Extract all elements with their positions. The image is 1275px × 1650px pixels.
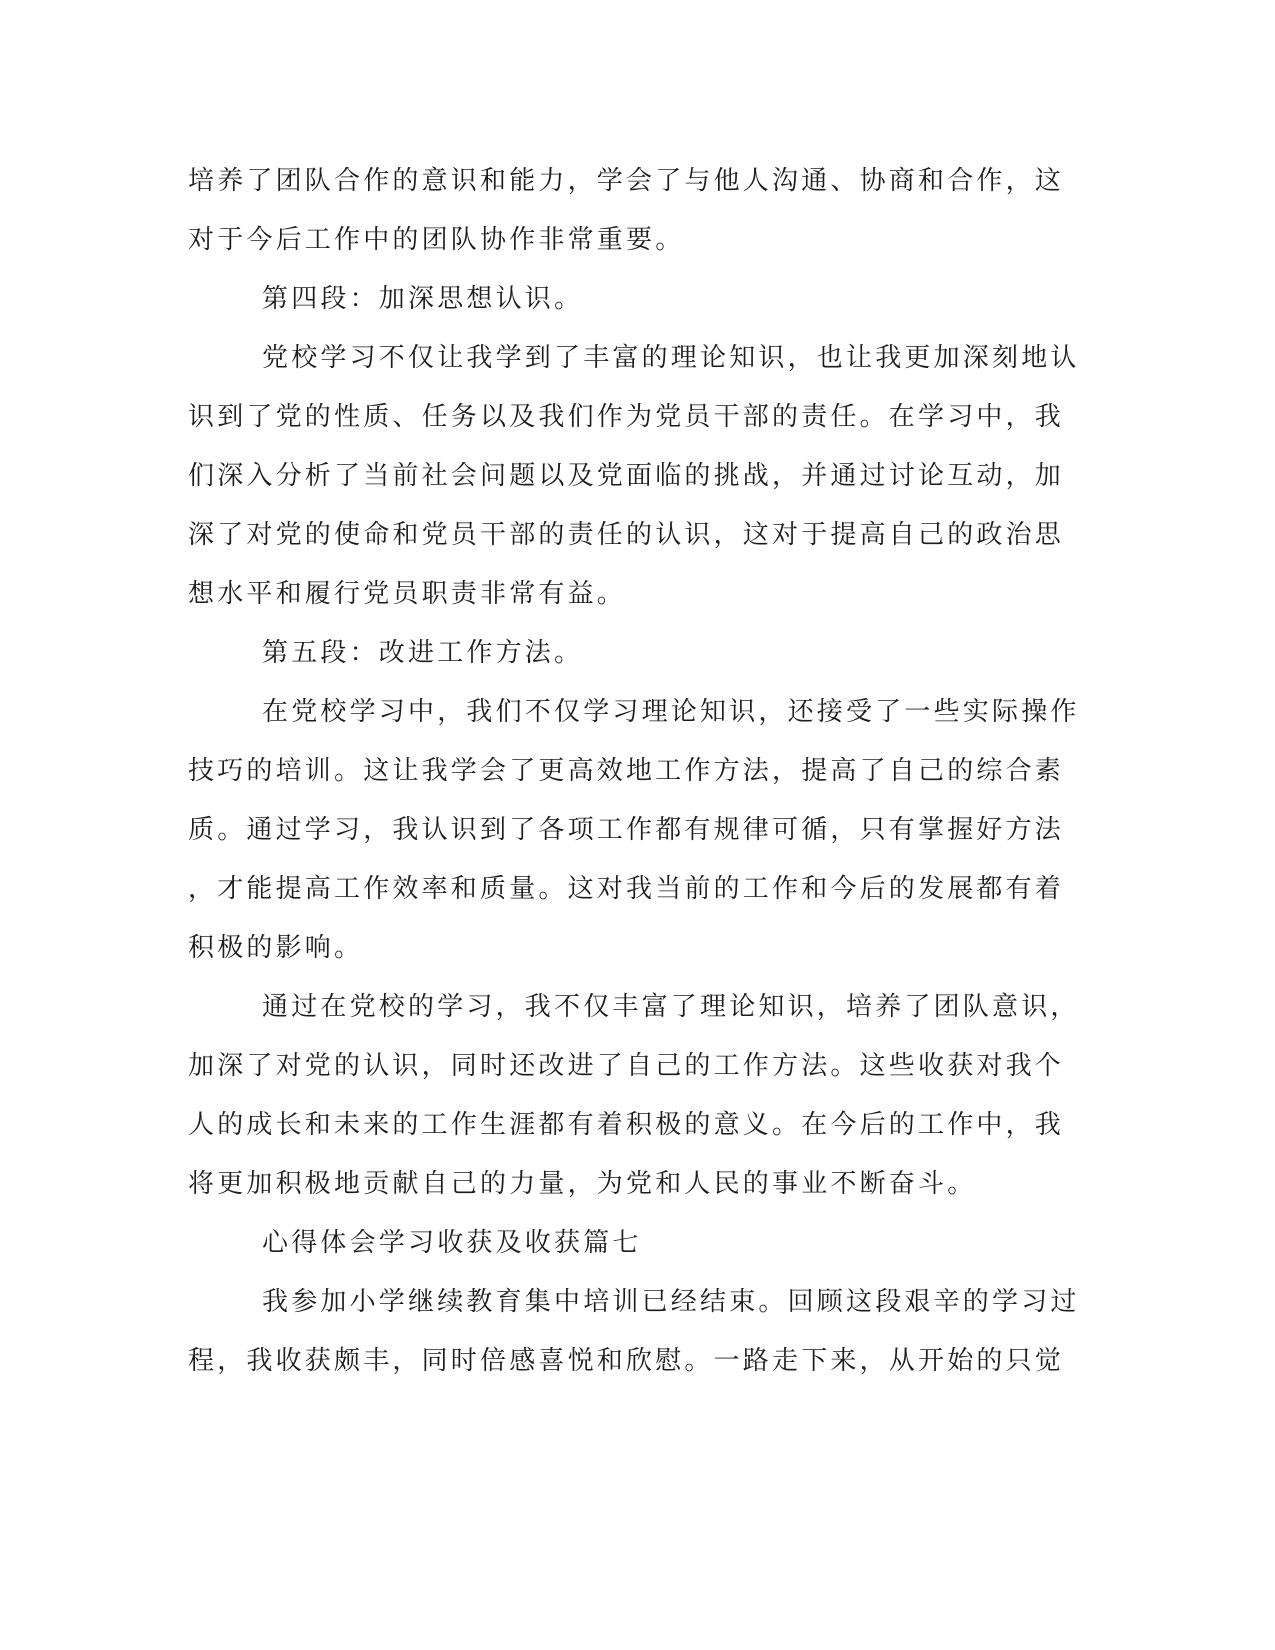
text-line: 们深入分析了当前社会问题以及党面临的挑战，并通过讨论互动，加 — [188, 461, 1065, 491]
text-line: ，才能提高工作效率和质量。这对我当前的工作和今后的发展都有着 — [188, 874, 1065, 904]
text-line: 我参加小学继续教育集中培训已经结束。回顾这段艰辛的学习过 — [262, 1287, 1080, 1317]
text-line: 将更加积极地贡献自己的力量，为党和人民的事业不断奋斗。 — [188, 1169, 977, 1199]
text-line: 加深了对党的认识，同时还改进了自己的工作方法。这些收获对我个 — [188, 1051, 1065, 1081]
text-line: 在党校学习中，我们不仅学习理论知识，还接受了一些实际操作 — [262, 697, 1080, 727]
text-line: 深了对党的使命和党员干部的责任的认识，这对于提高自己的政治思 — [188, 520, 1065, 550]
section-heading: 第五段：改进工作方法。 — [262, 638, 584, 668]
text-line: 识到了党的性质、任务以及我们作为党员干部的责任。在学习中，我 — [188, 402, 1065, 432]
text-line: 想水平和履行党员职责非常有益。 — [188, 579, 627, 609]
text-line: 人的成长和未来的工作生涯都有着积极的意义。在今后的工作中，我 — [188, 1110, 1065, 1140]
text-line: 程，我收获颇丰，同时倍感喜悦和欣慰。一路走下来，从开始的只觉 — [188, 1346, 1065, 1376]
text-line: 积极的影响。 — [188, 933, 364, 963]
section-heading: 心得体会学习收获及收获篇七 — [262, 1228, 642, 1258]
section-heading: 第四段：加深思想认识。 — [262, 284, 584, 314]
text-line: 培养了团队合作的意识和能力，学会了与他人沟通、协商和合作，这 — [188, 166, 1065, 196]
text-line: 通过在党校的学习，我不仅丰富了理论知识，培养了团队意识， — [262, 992, 1080, 1022]
text-line: 技巧的培训。这让我学会了更高效地工作方法，提高了自己的综合素 — [188, 756, 1065, 786]
text-line: 党校学习不仅让我学到了丰富的理论知识，也让我更加深刻地认 — [262, 343, 1080, 373]
text-line: 对于今后工作中的团队协作非常重要。 — [188, 225, 685, 255]
text-line: 质。通过学习，我认识到了各项工作都有规律可循，只有掌握好方法 — [188, 815, 1065, 845]
